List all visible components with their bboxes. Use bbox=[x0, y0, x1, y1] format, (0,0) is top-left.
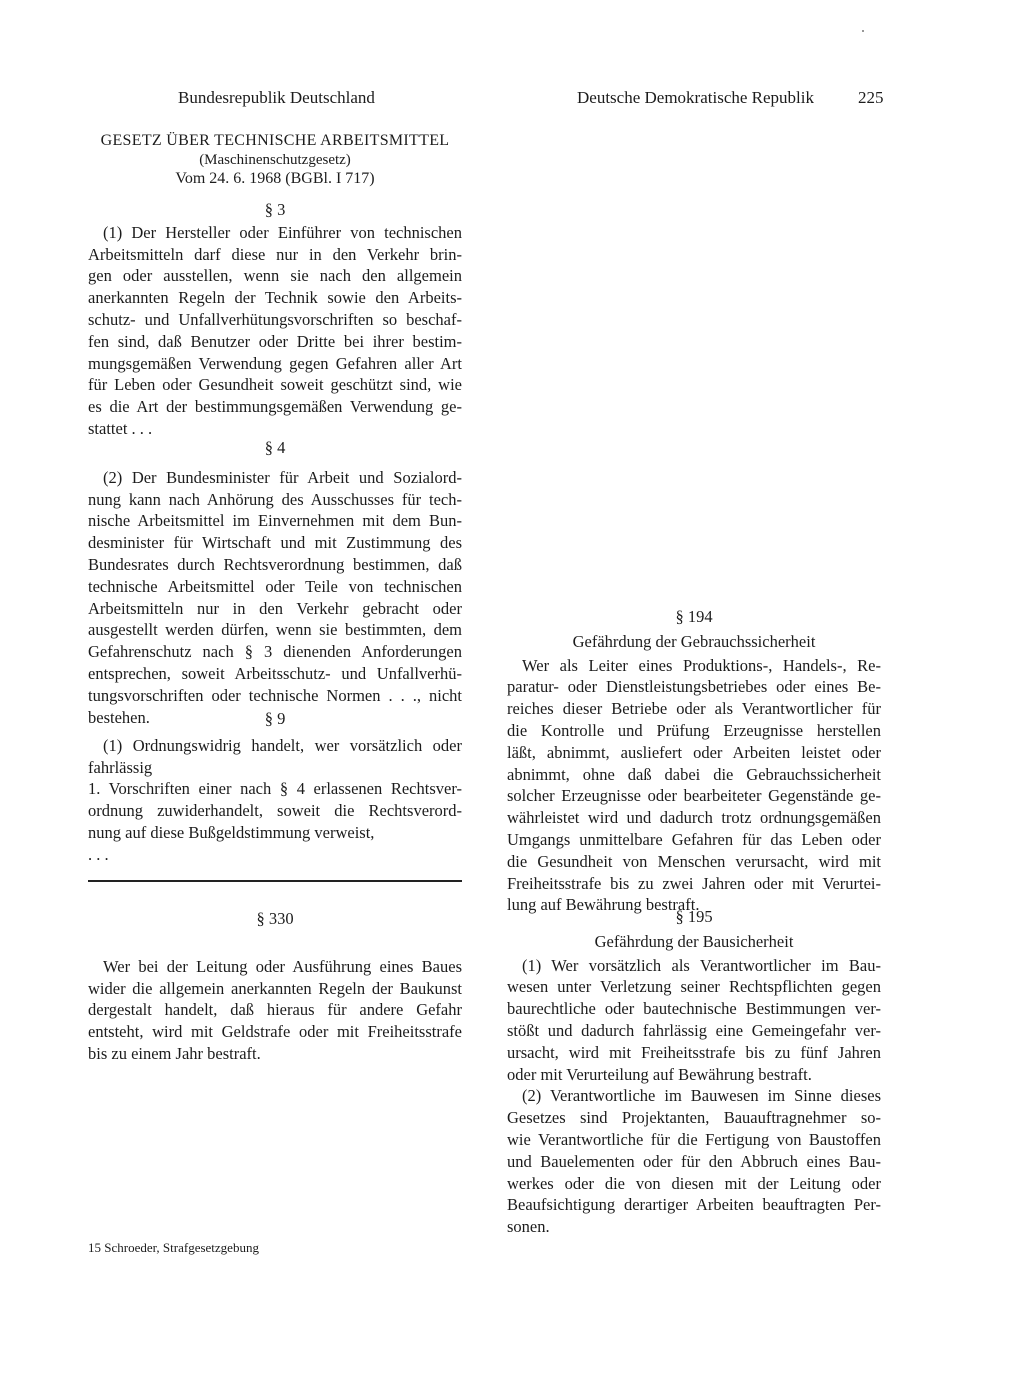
section-3-line: schutz- und Unfallverhütungsvorschriften so beschaf- bbox=[88, 309, 462, 329]
section-4-line: desminister für Wirtschaft und mit Zustimmung des bbox=[88, 533, 462, 553]
section-9-item-line: ordnung zuwiderhandelt, soweit die Rechtsverord- bbox=[88, 801, 462, 821]
section-3-heading: § 3 bbox=[264, 200, 286, 219]
section-4-line: Bundesrates durch Rechtsverordnung bestimmen, daß bbox=[88, 554, 462, 574]
section-195-heading: § 195 bbox=[675, 907, 713, 926]
section-4-line: Gefahrenschutz nach § 3 dienenden Anforderungen bbox=[88, 642, 462, 662]
section-195-p2-line: Gesetzes sind Projektanten, Bauauftragnehmer so- bbox=[507, 1108, 881, 1128]
section-330-line: Wer bei der Leitung oder Ausführung eines Baues bbox=[103, 956, 462, 976]
section-330 bbox=[88, 908, 462, 1065]
section-194-line: solcher Erzeugnisse oder bearbeiteter Gegenstände ge- bbox=[507, 786, 881, 806]
section-4-line: (2) Der Bundesminister für Arbeit und Sozialord- bbox=[103, 467, 462, 487]
section-3-line: es die Art der bestimmungsgemäßen Verwendung ge- bbox=[88, 397, 462, 417]
section-4 bbox=[88, 437, 462, 728]
section-9-line: fahrlässig bbox=[88, 757, 153, 777]
section-3-line: Arbeitsmitteln darf diese nur in den Verkehr brin- bbox=[88, 244, 462, 264]
section-195-p2-line: (2) Verantwortliche im Bauwesen im Sinne dieses bbox=[522, 1086, 881, 1106]
section-9-item-line: 1. Vorschriften einer nach § 4 erlassenen Rechtsver- bbox=[88, 779, 462, 799]
section-330-line: entsteht, wird mit Geldstrafe oder mit Freiheitsstrafe bbox=[88, 1022, 462, 1042]
left-column bbox=[88, 131, 462, 189]
section-195-p2-line: werkes oder die von diesen mit der Leitung oder bbox=[507, 1173, 881, 1193]
section-194-line: die Gesundheit von Menschen verursacht, wird mit bbox=[507, 851, 881, 871]
section-4-line: nung kann nach Anhörung des Ausschusses für tech- bbox=[88, 489, 462, 509]
section-195-p1-line: (1) Wer vorsätzlich als Verantwortlicher im Bau- bbox=[522, 955, 881, 975]
law-title: GESETZ ÜBER TECHNISCHE ARBEITSMITTEL bbox=[100, 132, 450, 149]
section-194-line-last: lung auf Bewährung bestraft. bbox=[507, 895, 700, 915]
running-header-right: Deutsche Demokratische Republik bbox=[577, 88, 814, 107]
section-4-line: entsprechen, soweit Arbeitsschutz- und Unfallverhü- bbox=[88, 663, 462, 683]
section-9-ellipsis: . . . bbox=[88, 844, 109, 864]
section-195-p1-line: wesen unter Verletzung seiner Rechtspflichten gegen bbox=[507, 977, 881, 997]
section-4-line-last: bestehen. bbox=[88, 707, 150, 727]
section-3-line: für Leben oder Gesundheit soweit geschützt sind, wie bbox=[88, 375, 462, 395]
section-194-line: Wer als Leiter eines Produktions-, Handels-, Re- bbox=[522, 655, 881, 675]
law-subtitle: (Maschinenschutzgesetz) bbox=[199, 152, 351, 168]
section-330-line: wider die allgemein anerkannten Regeln der Baukunst bbox=[88, 978, 462, 998]
section-195-p2-line: und Bauelementen oder für den Abbruch eines Bau- bbox=[507, 1151, 881, 1171]
section-3-line: anerkannten Regeln der Technik sowie den Arbeits- bbox=[88, 288, 462, 308]
section-divider-rule bbox=[88, 880, 462, 882]
section-194-line: währleistet wird und dadurch trotz ordnungsgemäßen bbox=[507, 808, 881, 828]
running-header-left: Bundesrepublik Deutschland bbox=[178, 88, 375, 107]
section-4-line: technische Arbeitsmittel oder Teile von technischen bbox=[88, 576, 462, 596]
section-4-line: nische Arbeitsmittel im Einvernehmen mit dem Bun- bbox=[88, 511, 462, 531]
section-195-p1-line-last: oder mit Verurteilung auf Bewährung bestraft. bbox=[507, 1064, 812, 1084]
section-194-line: Umgangs unmittelbare Gefahren für das Leben oder bbox=[507, 829, 881, 849]
section-195-title: Gefährdung der Bausicherheit bbox=[594, 931, 794, 951]
section-195-p1-line: ursacht, wird mit Freiheitsstrafe bis zu fünf Jahren bbox=[507, 1042, 881, 1062]
section-330-line-last: bis zu einem Jahr bestraft. bbox=[88, 1043, 261, 1063]
section-194-line: Freiheitsstrafe bis zu zwei Jahren oder mit Verurtei- bbox=[507, 873, 881, 893]
section-194-line: läßt, abnimmt, ausliefert oder Arbeiten leistet oder bbox=[507, 742, 881, 762]
section-195-p1-line: baurechtliche oder bautechnische Bestimmungen ver- bbox=[507, 999, 881, 1019]
section-4-line: ausgestellt werden dürfen, wenn sie bestimmten, dem bbox=[88, 620, 462, 640]
section-194-title: Gefährdung der Gebrauchssicherheit bbox=[572, 631, 816, 651]
section-195-p1-line: stößt und dadurch fahrlässig eine Gemeingefahr ver- bbox=[507, 1020, 881, 1040]
page-number: 225 bbox=[858, 88, 884, 107]
section-194-heading: § 194 bbox=[675, 607, 713, 626]
section-9-heading: § 9 bbox=[264, 709, 286, 728]
section-330-line: dergestalt handelt, daß hieraus für andere Gefahr bbox=[88, 1000, 462, 1020]
scan-speck bbox=[862, 30, 864, 32]
section-194-line: die Kontrolle und Prüfung Erzeugnisse herstellen bbox=[507, 720, 881, 740]
law-date: Vom 24. 6. 1968 (BGBl. I 717) bbox=[175, 170, 375, 187]
section-4-line: tungsvorschriften oder technische Normen . . ., nicht bbox=[88, 685, 462, 705]
section-195-p2-line: wie Verantwortliche für die Fertigung von Baustoffen bbox=[507, 1129, 881, 1149]
section-4-heading: § 4 bbox=[264, 438, 286, 457]
section-194-line: paratur- oder Dienstleistungsbetriebes oder eines Be- bbox=[507, 677, 881, 697]
section-195 bbox=[507, 906, 881, 1238]
section-3-line: mungsgemäßen Verwendung gegen Gefahren aller Art bbox=[88, 353, 462, 373]
section-195-p2-line-last: sonen. bbox=[507, 1217, 550, 1237]
section-4-line: Arbeitsmitteln nur in den Verkehr gebracht oder bbox=[88, 598, 462, 618]
section-195-p2-line: Beaufsichtigung derartiger Arbeiten beauftragten Per- bbox=[507, 1195, 881, 1215]
section-3-line: gen oder ausstellen, wenn sie nach den allgemein bbox=[88, 266, 462, 286]
section-3-line: fen sind, daß Benutzer oder Dritte bei ihrer bestim- bbox=[88, 331, 462, 351]
section-3-line: (1) Der Hersteller oder Einführer von technischen bbox=[103, 222, 462, 242]
section-194 bbox=[507, 606, 881, 916]
footer-signature: 15 Schroeder, Strafgesetzgebung bbox=[88, 1240, 259, 1255]
section-9 bbox=[88, 708, 462, 866]
section-194-line: reiches dieser Betriebe oder als Verantwortlicher für bbox=[507, 699, 881, 719]
section-194-line: abnimmt, ohne daß dabei die Gebrauchssicherheit bbox=[507, 764, 881, 784]
section-9-item-line-last: nung auf diese Bußgeldstimmung verweist, bbox=[88, 822, 375, 842]
section-3-line-last: stattet . . . bbox=[88, 418, 153, 438]
section-330-heading: § 330 bbox=[256, 909, 294, 928]
section-9-line: (1) Ordnungswidrig handelt, wer vorsätzlich oder bbox=[103, 735, 462, 755]
section-3 bbox=[88, 199, 462, 440]
